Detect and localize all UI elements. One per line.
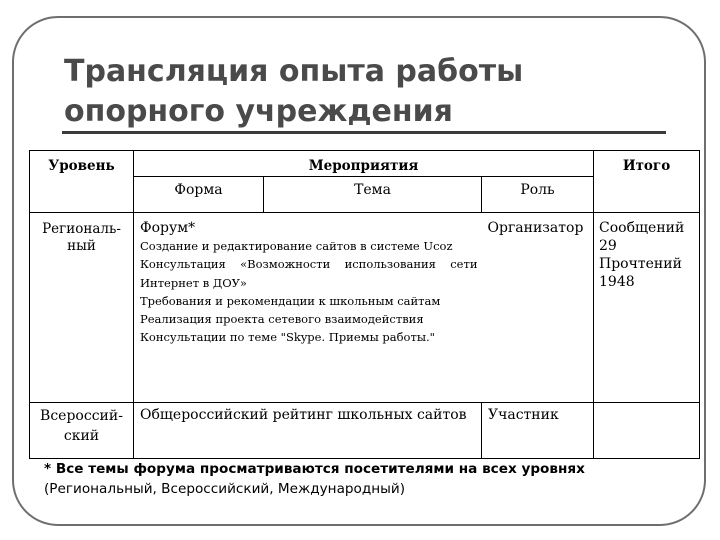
- footnote: [44, 459, 684, 499]
- slide-title: [64, 52, 664, 132]
- header-events: Мероприятия: [134, 151, 594, 177]
- row-regional: [30, 213, 700, 403]
- regional-total-cell: [594, 213, 700, 403]
- national-level-line-2: ский: [63, 428, 100, 444]
- regional-role-cell: Организатор: [482, 213, 594, 403]
- footnote-line-1: * Все темы форума просматриваются посетителями на всех уровнях: [44, 461, 585, 477]
- national-level-line-1: Всероссий-: [40, 408, 123, 424]
- reads-count: 1948: [599, 274, 635, 290]
- header-level: Уровень: [30, 151, 134, 213]
- row-national: [30, 403, 700, 459]
- regional-forum-cell: [134, 213, 482, 403]
- experience-table: [29, 150, 700, 459]
- forum-topic-5: Консультации по теме "Skype. Приемы работы.": [140, 330, 435, 345]
- title-line-1: Трансляция опыта работы: [64, 54, 524, 89]
- regional-level-line-2: ный: [67, 238, 96, 254]
- forum-topic-2: Консультация «Возможности использования сети Интернет в ДОУ»: [140, 257, 478, 290]
- national-event-cell: Общероссийский рейтинг школьных сайтов: [134, 403, 482, 459]
- footnote-line-2: (Региональный, Всероссийский, Международный): [44, 481, 405, 497]
- header-total: Итого: [594, 151, 700, 213]
- header-row-1: [30, 151, 700, 177]
- regional-level-line-1: Региональ-: [42, 221, 121, 237]
- forum-topic-3: Требования и рекомендации к школьным сайтам: [140, 293, 441, 308]
- header-role: Роль: [482, 177, 594, 213]
- title-line-2: опорного учреждения: [64, 94, 453, 129]
- forum-topic-1: Создание и редактирование сайтов в системе Ucoz: [140, 239, 453, 253]
- regional-level-cell: [30, 213, 134, 403]
- header-form: Форма: [134, 177, 264, 213]
- title-underline: [62, 131, 666, 134]
- national-total-cell: [594, 403, 700, 459]
- messages-label: Сообщений: [599, 220, 685, 236]
- reads-label: Прочтений: [599, 256, 682, 272]
- national-level-cell: [30, 403, 134, 459]
- forum-title: Форум*: [140, 220, 196, 236]
- header-topic: Тема: [264, 177, 482, 213]
- messages-count: 29: [599, 238, 617, 254]
- forum-topic-4: Реализация проекта сетевого взаимодействия: [140, 312, 424, 327]
- national-role-cell: Участник: [482, 403, 594, 459]
